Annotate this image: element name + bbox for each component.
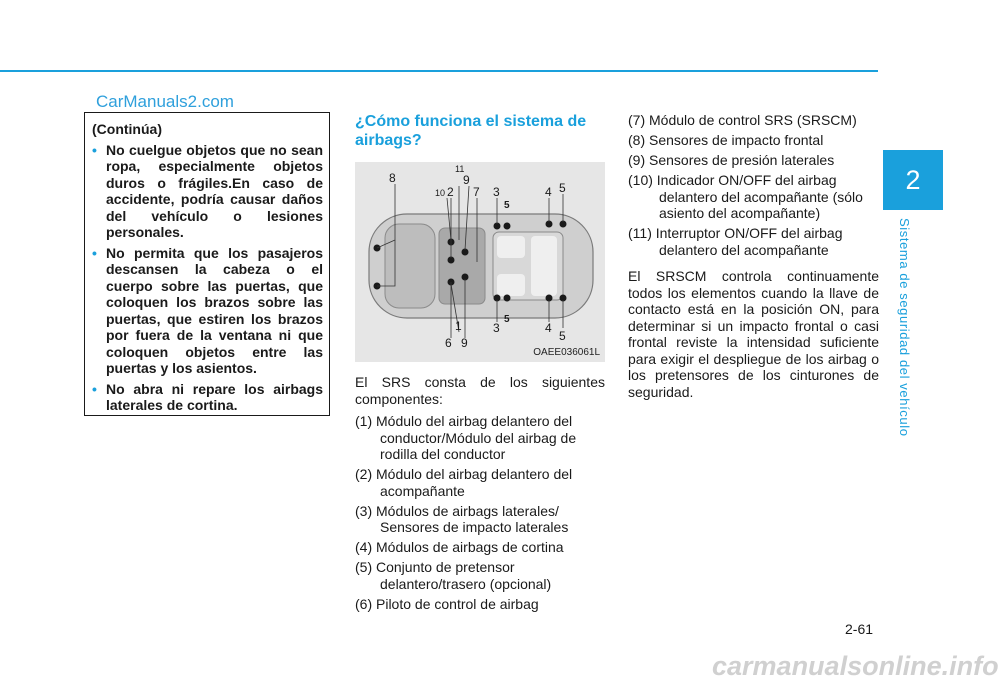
srscm-paragraph: El SRSCM controla continuamente todos los elementos cuando la llave de contacto está en la posición ON, para determinar si un impacto frontal o casi frontal reviste la intensidad suficiente para exigir el despliegue de los airbag o los pretensores de los cinturones de seguridad. bbox=[628, 268, 879, 400]
windshield-shape bbox=[439, 228, 485, 304]
page-number: 2-61 bbox=[845, 621, 874, 637]
figure-label: 10 bbox=[435, 188, 446, 198]
warning-heading: (Continúa) bbox=[92, 121, 162, 137]
warning-list bbox=[92, 142, 323, 414]
figure-label: 3 bbox=[493, 185, 500, 199]
figure-label: 7 bbox=[473, 185, 480, 199]
chapter-tab: 2 bbox=[883, 150, 943, 210]
column-airbags bbox=[355, 112, 605, 616]
component-item: (11) Interruptor ON/OFF del airbag delantero del acompañante bbox=[628, 225, 843, 258]
figure-label: 5 bbox=[559, 329, 566, 343]
intro-text: El SRS consta de los siguientes componentes: bbox=[355, 374, 605, 407]
component-marker bbox=[504, 295, 511, 302]
figure-label: 5 bbox=[504, 200, 510, 211]
airbag-diagram bbox=[355, 162, 605, 362]
component-item: (1) Módulo del airbag delantero del conductor/Módulo del airbag de rodilla del conductor bbox=[355, 413, 577, 462]
component-item: (5) Conjunto de pretensor delantero/trasero (opcional) bbox=[355, 559, 552, 592]
warning-item: • No permita que los pasajeros descansen la cabeza o el cuerpo sobre las puertas, que coloquen los brazos sobre las puertas, que estiren los brazos por fuera de la ventana ni que coloquen objetos entre las puertas y los asientos. bbox=[92, 245, 323, 377]
hood-shape bbox=[385, 224, 435, 308]
column-components-cont bbox=[628, 112, 879, 400]
component-item: (6) Piloto de control de airbag bbox=[355, 595, 539, 612]
warning-item: • No abra ni repare los airbags laterales de cortina. bbox=[92, 381, 323, 414]
watermark-bottom: carmanualsonline.info bbox=[712, 651, 999, 681]
figure-label: 11 bbox=[455, 164, 465, 174]
figure-label: 3 bbox=[493, 321, 500, 335]
figure-label: 5 bbox=[504, 314, 510, 325]
component-marker bbox=[504, 223, 511, 230]
component-item: (8) Sensores de impacto frontal bbox=[628, 132, 824, 148]
figure-label: 4 bbox=[545, 185, 552, 199]
component-item: (10) Indicador ON/OFF del airbag delantero del acompañante (sólo asiento del acompañante) bbox=[628, 172, 863, 221]
figure-label: 4 bbox=[545, 321, 552, 335]
figure-label: 6 bbox=[445, 336, 452, 350]
component-item: (3) Módulos de airbags laterales/ Sensores de impacto laterales bbox=[355, 502, 569, 535]
chapter-side-label bbox=[897, 218, 923, 458]
component-item: (2) Módulo del airbag delantero del acompañante bbox=[355, 466, 573, 499]
figure-label: 9 bbox=[463, 173, 470, 187]
figure-code: OAEE036061L bbox=[533, 347, 600, 358]
top-rule bbox=[0, 70, 878, 72]
car-topview-diagram bbox=[355, 162, 605, 362]
section-title: ¿Cómo funciona el sistema de airbags? bbox=[355, 113, 587, 149]
seat-front-left bbox=[497, 236, 525, 258]
figure-label: 9 bbox=[461, 336, 468, 350]
figure-label: 2 bbox=[447, 185, 454, 199]
figure-label: 1 bbox=[455, 319, 462, 333]
warning-box bbox=[84, 112, 330, 416]
chapter-side-text: Sistema de seguridad del vehículo bbox=[897, 218, 912, 437]
figure-label: 5 bbox=[559, 181, 566, 195]
components-list bbox=[355, 413, 605, 612]
component-item: (9) Sensores de presión laterales bbox=[628, 152, 835, 168]
watermark-top: CarManuals2.com bbox=[96, 92, 234, 111]
figure-label: 8 bbox=[389, 171, 396, 185]
warning-item: • No cuelgue objetos que no sean ropa, especialmente objetos duros o frágiles.En caso de accidente, podría causar daños del vehículo o lesiones personales. bbox=[92, 142, 323, 241]
component-item: (7) Módulo de control SRS (SRSCM) bbox=[628, 112, 857, 128]
seat-front-right bbox=[497, 274, 525, 296]
seat-rear bbox=[531, 236, 557, 296]
component-item: (4) Módulos de airbags de cortina bbox=[355, 539, 564, 555]
